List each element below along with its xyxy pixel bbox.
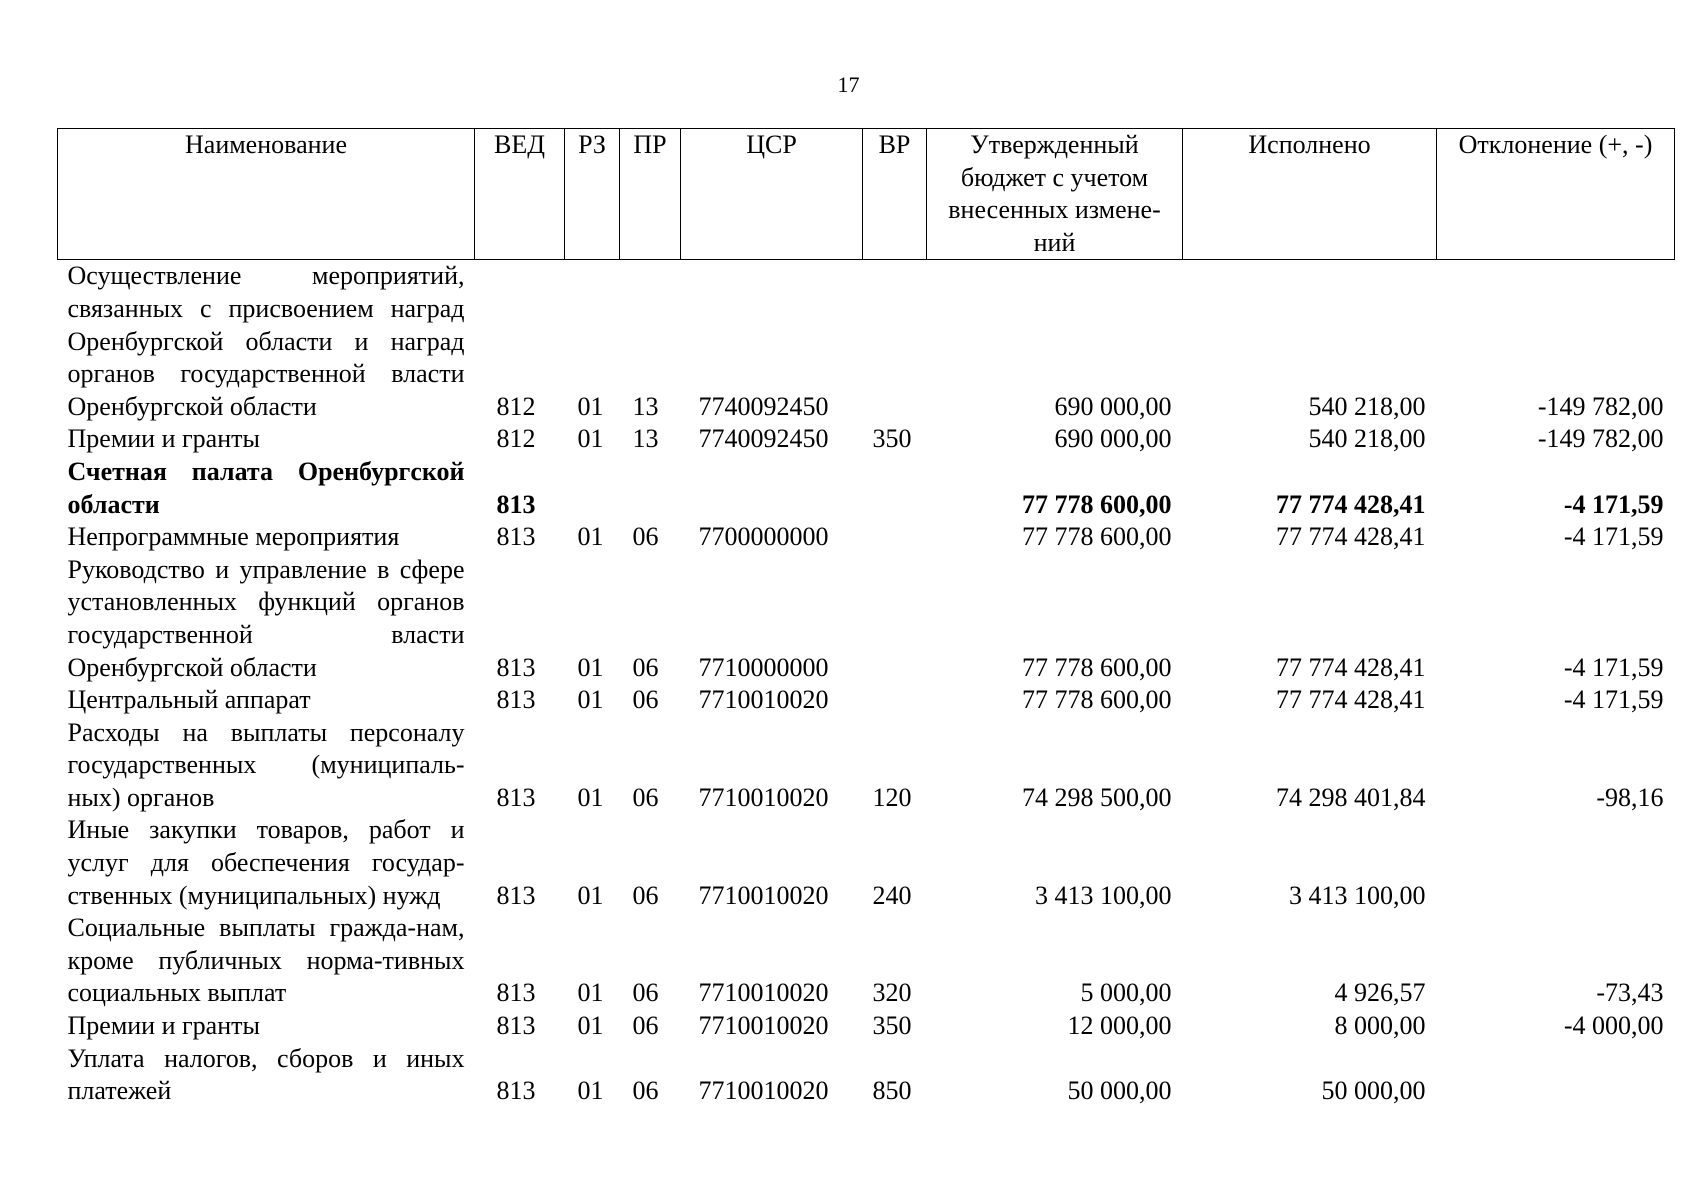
header-name: Наименование bbox=[58, 129, 475, 260]
cell-approved: 12 000,00 bbox=[1067, 1011, 1172, 1041]
budget-execution-table bbox=[57, 128, 1675, 1108]
cell-name: Непрограммные мероприятия bbox=[67, 522, 400, 552]
cell-vr: 850 bbox=[872, 1076, 912, 1106]
cell-approved: 74 298 500,00 bbox=[1022, 782, 1172, 812]
header-rz: РЗ bbox=[565, 129, 620, 260]
cell-name: Осуществление мероприятий, связанных с присвоением наград Оренбургской области и наград органов государственной власти Оренбургской области bbox=[67, 261, 465, 421]
cell-ved: 813 bbox=[496, 1076, 536, 1106]
cell-approved: 690 000,00 bbox=[1054, 391, 1172, 421]
cell-deviation: -4 000,00 bbox=[1563, 1011, 1664, 1041]
cell-pr: 06 bbox=[632, 685, 659, 715]
cell-name: Счетная палата Оренбургской области bbox=[67, 456, 465, 519]
header-pr: ПР bbox=[620, 129, 681, 260]
cell-name: Расходы на выплаты персоналу государственных (муниципаль-ных) органов bbox=[67, 717, 465, 812]
cell-rz: 01 bbox=[577, 424, 604, 454]
cell-csr: 7710010020 bbox=[698, 782, 829, 812]
cell-csr bbox=[681, 456, 863, 521]
cell-deviation bbox=[1437, 814, 1675, 912]
cell-rz bbox=[565, 456, 620, 521]
cell-ved: 813 bbox=[496, 880, 536, 910]
cell-vr: 350 bbox=[872, 424, 912, 454]
page-number: 17 bbox=[837, 72, 860, 97]
cell-approved: 50 000,00 bbox=[1067, 1076, 1172, 1106]
cell-pr: 06 bbox=[632, 782, 659, 812]
cell-approved: 77 778 600,00 bbox=[1022, 652, 1172, 682]
table-row bbox=[58, 260, 1675, 423]
cell-csr: 7710010020 bbox=[698, 685, 829, 715]
cell-executed: 8 000,00 bbox=[1334, 1011, 1426, 1041]
cell-vr: 320 bbox=[872, 978, 912, 1008]
cell-vr: 350 bbox=[872, 1011, 912, 1041]
table-row bbox=[58, 814, 1675, 912]
cell-csr: 7710010020 bbox=[698, 1011, 829, 1041]
cell-vr: 240 bbox=[872, 880, 912, 910]
cell-csr: 7700000000 bbox=[698, 522, 829, 552]
cell-deviation: -149 782,00 bbox=[1537, 424, 1664, 454]
cell-name: Уплата налогов, сборов и иных платежей bbox=[67, 1043, 465, 1106]
cell-executed: 77 774 428,41 bbox=[1276, 652, 1426, 682]
cell-ved: 813 bbox=[496, 685, 536, 715]
cell-name: Руководство и управление в сфере установленных функций органов государственной власти Оренбургской области bbox=[67, 554, 465, 682]
cell-executed: 77 774 428,41 bbox=[1276, 685, 1426, 715]
cell-vr bbox=[863, 260, 927, 423]
cell-rz: 01 bbox=[577, 391, 604, 421]
cell-approved: 5 000,00 bbox=[1080, 978, 1172, 1008]
cell-name: Центральный аппарат bbox=[67, 685, 311, 715]
header-approved: Утвержденный бюджет с учетом внесенных измене-ний bbox=[927, 129, 1183, 260]
cell-approved: 77 778 600,00 bbox=[1022, 522, 1172, 552]
cell-approved: 77 778 600,00 bbox=[1022, 685, 1172, 715]
cell-pr: 06 bbox=[632, 1011, 659, 1041]
cell-name: Иные закупки товаров, работ и услуг для обеспечения государ-ственных (муниципальных) нужд bbox=[67, 815, 465, 910]
cell-rz: 01 bbox=[577, 1076, 604, 1106]
table-row bbox=[58, 717, 1675, 815]
cell-name: Премии и гранты bbox=[67, 424, 260, 454]
cell-pr: 13 bbox=[632, 424, 659, 454]
cell-deviation: -4 171,59 bbox=[1563, 685, 1664, 715]
table-row bbox=[58, 554, 1675, 684]
table-row bbox=[58, 456, 1675, 521]
cell-deviation: -4 171,59 bbox=[1563, 489, 1664, 519]
cell-deviation bbox=[1437, 1043, 1675, 1108]
header-row bbox=[58, 129, 1675, 260]
cell-rz: 01 bbox=[577, 880, 604, 910]
table-row bbox=[58, 521, 1675, 554]
cell-pr: 13 bbox=[632, 391, 659, 421]
header-csr: ЦСР bbox=[681, 129, 863, 260]
cell-vr bbox=[863, 521, 927, 554]
cell-pr: 06 bbox=[632, 522, 659, 552]
cell-rz: 01 bbox=[577, 1011, 604, 1041]
cell-executed: 540 218,00 bbox=[1308, 424, 1426, 454]
table-row bbox=[58, 1010, 1675, 1043]
cell-name: Социальные выплаты гражда-нам, кроме публичных норма-тивных социальных выплат bbox=[67, 913, 465, 1008]
cell-executed: 540 218,00 bbox=[1308, 391, 1426, 421]
cell-ved: 813 bbox=[496, 522, 536, 552]
cell-approved: 3 413 100,00 bbox=[1035, 880, 1172, 910]
cell-csr: 7710010020 bbox=[698, 978, 829, 1008]
cell-deviation: -149 782,00 bbox=[1537, 391, 1664, 421]
cell-deviation: -98,16 bbox=[1596, 782, 1664, 812]
cell-name: Премии и гранты bbox=[67, 1011, 260, 1041]
header-deviation: Отклонение (+, -) bbox=[1437, 129, 1675, 260]
cell-ved: 813 bbox=[496, 489, 536, 519]
cell-pr: 06 bbox=[632, 880, 659, 910]
cell-executed: 74 298 401,84 bbox=[1276, 782, 1426, 812]
table-header bbox=[58, 129, 1675, 260]
cell-deviation: -4 171,59 bbox=[1563, 652, 1664, 682]
cell-executed: 77 774 428,41 bbox=[1276, 489, 1426, 519]
table-row bbox=[58, 684, 1675, 717]
cell-rz: 01 bbox=[577, 685, 604, 715]
cell-rz: 01 bbox=[577, 652, 604, 682]
cell-ved: 812 bbox=[496, 424, 536, 454]
cell-executed: 3 413 100,00 bbox=[1289, 880, 1426, 910]
cell-rz: 01 bbox=[577, 978, 604, 1008]
table-body bbox=[58, 260, 1675, 1108]
cell-rz: 01 bbox=[577, 782, 604, 812]
cell-vr bbox=[863, 554, 927, 684]
cell-executed: 77 774 428,41 bbox=[1276, 522, 1426, 552]
cell-csr: 7710000000 bbox=[698, 652, 829, 682]
table-row bbox=[58, 423, 1675, 456]
cell-ved: 813 bbox=[496, 1011, 536, 1041]
header-executed: Исполнено bbox=[1183, 129, 1437, 260]
cell-vr bbox=[863, 456, 927, 521]
cell-vr: 120 bbox=[872, 782, 912, 812]
cell-pr: 06 bbox=[632, 978, 659, 1008]
cell-ved: 813 bbox=[496, 652, 536, 682]
cell-pr bbox=[620, 456, 681, 521]
header-vr: ВР bbox=[863, 129, 927, 260]
cell-csr: 7710010020 bbox=[698, 1076, 829, 1106]
cell-approved: 690 000,00 bbox=[1054, 424, 1172, 454]
cell-executed: 50 000,00 bbox=[1321, 1076, 1426, 1106]
cell-deviation: -4 171,59 bbox=[1563, 522, 1664, 552]
cell-csr: 7740092450 bbox=[698, 391, 829, 421]
cell-ved: 812 bbox=[496, 391, 536, 421]
cell-executed: 4 926,57 bbox=[1334, 978, 1426, 1008]
cell-pr: 06 bbox=[632, 652, 659, 682]
cell-csr: 7710010020 bbox=[698, 880, 829, 910]
cell-csr: 7740092450 bbox=[698, 424, 829, 454]
cell-vr bbox=[863, 684, 927, 717]
table-row bbox=[58, 1043, 1675, 1108]
cell-ved: 813 bbox=[496, 782, 536, 812]
cell-ved: 813 bbox=[496, 978, 536, 1008]
cell-rz: 01 bbox=[577, 522, 604, 552]
cell-deviation: -73,43 bbox=[1596, 978, 1664, 1008]
header-ved: ВЕД bbox=[475, 129, 565, 260]
cell-pr: 06 bbox=[632, 1076, 659, 1106]
cell-approved: 77 778 600,00 bbox=[1022, 489, 1172, 519]
table-row bbox=[58, 912, 1675, 1010]
